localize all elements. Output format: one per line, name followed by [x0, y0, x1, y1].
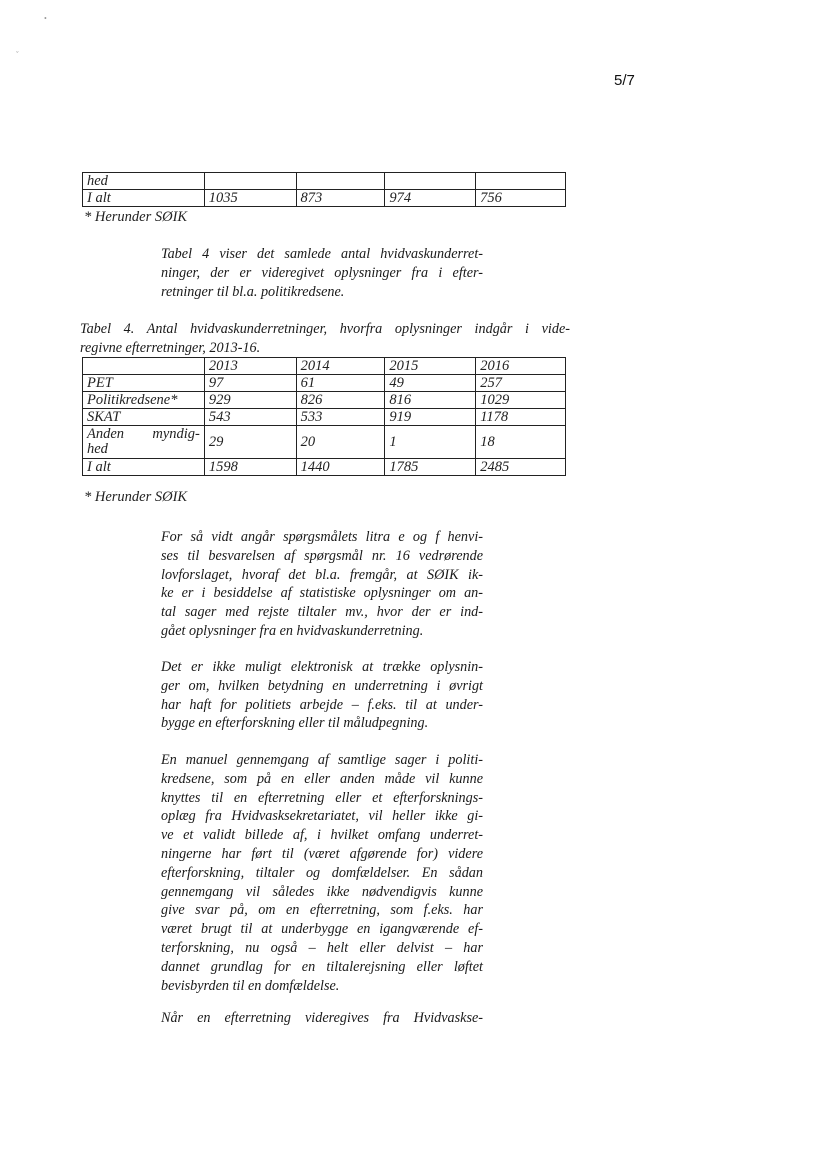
text-line: Tabel 4. Antal hvidvaskunderretninger, hvorfra oplysninger indgår i vide-	[80, 321, 570, 337]
text-line: Tabel 4 viser det samlede antal hvidvaskunderret-	[161, 246, 483, 262]
table-row	[83, 190, 566, 207]
table-3-continued	[82, 172, 566, 207]
table-cell: I alt	[83, 459, 205, 476]
table-cell: 1598	[204, 459, 296, 476]
table-header-cell: 2016	[476, 358, 566, 375]
paragraph-litra	[161, 528, 483, 641]
table-header-cell	[83, 358, 205, 375]
text-line: retninger til bl.a. politikredsene.	[161, 283, 345, 300]
table-cell: 257	[476, 375, 566, 392]
label-word: Anden	[87, 426, 125, 442]
table-cell: 1	[385, 426, 476, 459]
paragraph-electronic	[161, 658, 483, 733]
table-cell: 2485	[476, 459, 566, 476]
intro-paragraph	[161, 245, 483, 301]
text-line: ninger, der er videregivet oplysninger fra i efter-	[161, 264, 483, 281]
text-line: tal sager med rejste tiltaler mv., hvor der er ind-	[161, 604, 483, 621]
text-line: dannet grundlag for en tiltalerejsning eller løftet	[161, 958, 483, 975]
label-line	[87, 427, 200, 442]
table-cell: 929	[204, 392, 296, 409]
table-cell: 1440	[296, 459, 385, 476]
text-line: Når en efterretning videregives fra Hvidvaskse-	[161, 1010, 483, 1026]
table-cell: 826	[296, 392, 385, 409]
table-cell: SKAT	[83, 409, 205, 426]
table-cell: 816	[385, 392, 476, 409]
table-header-cell: 2013	[204, 358, 296, 375]
table-cell: 97	[204, 375, 296, 392]
table-cell: 919	[385, 409, 476, 426]
text-line: En manuel gennemgang af samtlige sager i politi-	[161, 752, 483, 768]
text-line: For så vidt angår spørgsmålets litra e og f henvi-	[161, 529, 483, 545]
text-line: oplæg fra Hvidvasksekretariatet, vil heller ikke gi-	[161, 808, 483, 825]
text-line: knyttes til en efterretning eller et efterforsknings-	[161, 789, 483, 806]
table-cell: 533	[296, 409, 385, 426]
text-line: har haft for politiets arbejde – f.eks. til at under-	[161, 696, 483, 713]
text-line: gået oplysninger fra en hvidvaskunderretning.	[161, 622, 424, 639]
label-word: hed	[87, 441, 108, 457]
text-line: kredsene, som på en eller anden måde vil kunne	[161, 770, 483, 787]
table-cell: PET	[83, 375, 205, 392]
text-line: efterforskning, tiltaler og domfældelser. En sådan	[161, 864, 483, 881]
table-cell	[204, 173, 296, 190]
text-line: lovforslaget, hvoraf det bl.a. fremgår, at SØIK ik-	[161, 566, 483, 583]
table-cell: 20	[296, 426, 385, 459]
text-line: bygge en efterforskning eller til måludpegning.	[161, 715, 429, 732]
table-row	[83, 459, 566, 476]
table-cell	[385, 173, 476, 190]
table-cell: 18	[476, 426, 566, 459]
label-word: myndig-	[152, 426, 200, 442]
table-cell: 1785	[385, 459, 476, 476]
table-cell: Politikredsene*	[83, 392, 205, 409]
table-4	[82, 357, 566, 476]
text-line: været brugt til at underbygge en igangværende ef-	[161, 921, 483, 938]
table-cell	[476, 173, 566, 190]
table-4-caption	[80, 320, 570, 358]
table-cell: 1035	[204, 190, 296, 207]
table-cell	[83, 426, 205, 459]
table-cell	[296, 173, 385, 190]
table-row	[83, 173, 566, 190]
page-number: 5/7	[614, 72, 635, 89]
scan-speck: ˇ	[16, 50, 19, 59]
text-line: terforskning, nu også – helt eller delvist – har	[161, 939, 483, 956]
table-cell: 1029	[476, 392, 566, 409]
table-header-row	[83, 358, 566, 375]
text-line: give svar på, om en efterretning, som f.eks. har	[161, 902, 483, 919]
table-3-footnote: * Herunder SØIK	[84, 209, 188, 225]
text-line: regivne efterretninger, 2013-16.	[80, 339, 261, 356]
text-line: ger om, hvilken betydning en underretning i øvrigt	[161, 677, 483, 694]
table-cell: 974	[385, 190, 476, 207]
table-cell: 756	[476, 190, 566, 207]
table-cell: hed	[83, 173, 205, 190]
wrapped-label	[87, 427, 200, 457]
table-cell: 61	[296, 375, 385, 392]
table-cell: 873	[296, 190, 385, 207]
table-header-cell: 2014	[296, 358, 385, 375]
table-cell: 49	[385, 375, 476, 392]
text-line: ke er i besiddelse af statistiske oplysninger om an-	[161, 585, 483, 602]
table-row	[83, 426, 566, 459]
table-cell: 1178	[476, 409, 566, 426]
table-row	[83, 375, 566, 392]
table-header-cell: 2015	[385, 358, 476, 375]
table-cell: I alt	[83, 190, 205, 207]
text-line: ningerne har ført til (været afgørende for) videre	[161, 845, 483, 862]
scan-speck: •	[44, 14, 47, 23]
paragraph-manual-review	[161, 751, 483, 995]
text-line: ses til besvarelsen af spørgsmål nr. 16 vedrørende	[161, 547, 483, 564]
text-line: Det er ikke muligt elektronisk at trække oplysnin-	[161, 659, 483, 675]
text-line: bevisbyrden til en domfældelse.	[161, 977, 340, 994]
paragraph-continued	[161, 1009, 483, 1028]
table-row	[83, 409, 566, 426]
table-4-footnote: * Herunder SØIK	[84, 489, 188, 505]
table-cell: 543	[204, 409, 296, 426]
text-line: gennemgang vil således ikke nødvendigvis kunne	[161, 883, 483, 900]
table-cell: 29	[204, 426, 296, 459]
table-row	[83, 392, 566, 409]
text-line: ve et validt billede af, i hvilket omfang underret-	[161, 827, 483, 844]
